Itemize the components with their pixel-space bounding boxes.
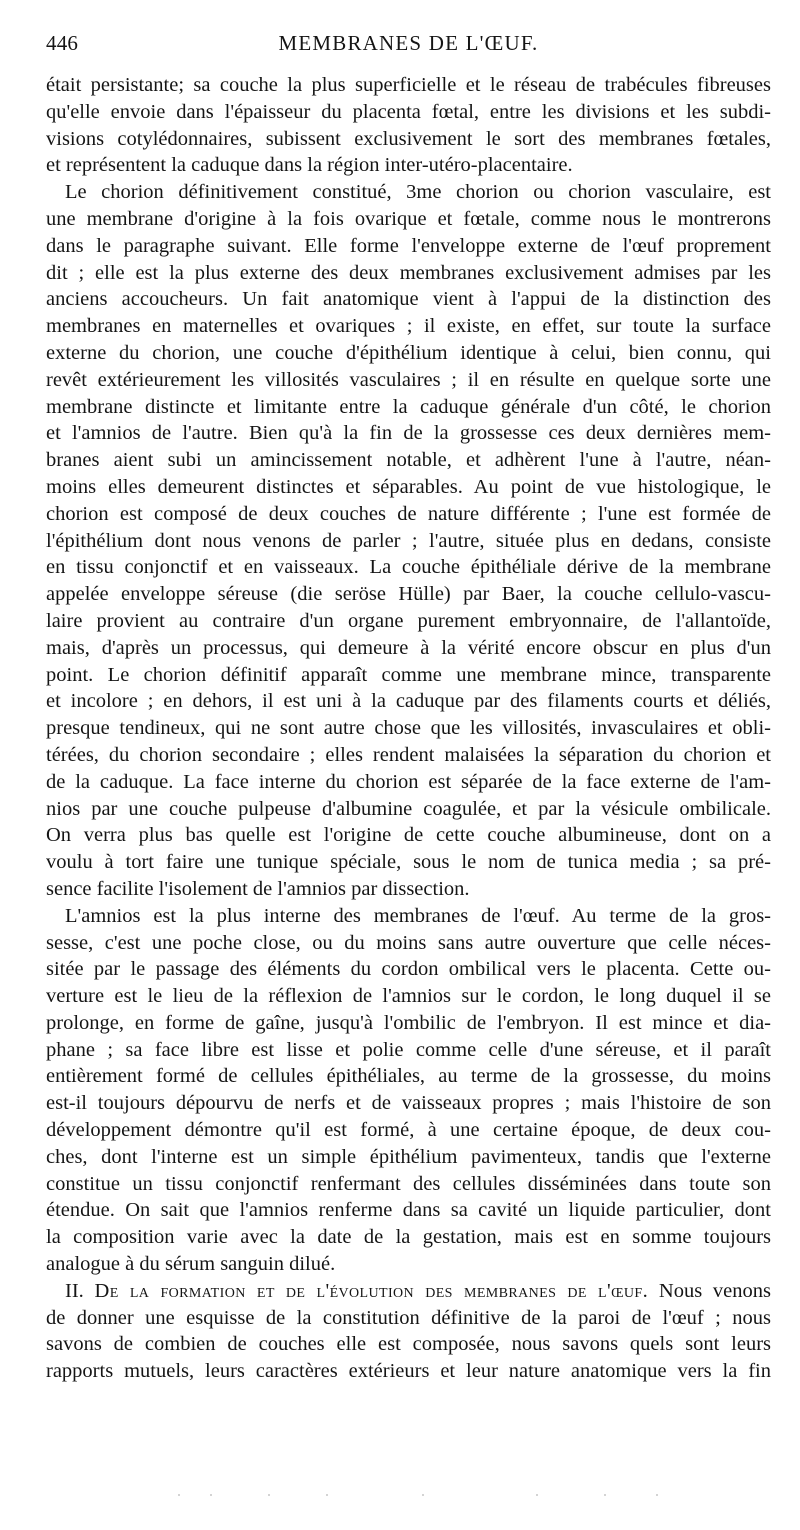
text-line: visions cotylédonnaires, subissent exclusivement le sort des membranes fœtales, xyxy=(46,127,771,150)
text-line: développement démontre qu'il est formé, à une certaine époque, de deux cou- xyxy=(46,1119,771,1142)
body-text xyxy=(46,72,771,1385)
text-line: verture est le lieu de la réflexion de l'amnios sur le cordon, le long duquel il se xyxy=(46,985,771,1008)
text-line: L'amnios est la plus interne des membranes de l'œuf. Au terme de la gros- xyxy=(65,904,771,927)
text-line: nios par une couche pulpeuse d'albumine coagulée, et par la vésicule ombilicale. xyxy=(46,797,771,820)
text-line: anciens accoucheurs. Un fait anatomique vient à l'appui de la distinction des xyxy=(46,288,771,311)
text-line: dit ; elle est la plus externe des deux membranes exclusivement admises par les xyxy=(46,261,771,284)
scan-dot xyxy=(326,1494,328,1496)
text-line: la composition varie avec la date de la gestation, mais est en somme toujours xyxy=(46,1226,771,1249)
text-line: sence facilite l'isolement de l'amnios par dissection. xyxy=(46,877,470,900)
text-line: savons de combien de couches elle est composée, nous savons quels sont leurs xyxy=(46,1333,771,1356)
text-line: mais, d'après un processus, qui demeure à la vérité encore obscur en plus d'un xyxy=(46,636,771,659)
text-line: entièrement formé de cellules épithéliales, au terme de la grossesse, du moins xyxy=(46,1065,771,1088)
text-line: appelée enveloppe séreuse (die seröse Hülle) par Baer, la couche cellulo-vascu- xyxy=(46,583,771,606)
text-line: constitue un tissu conjonctif renfermant des cellules disséminées dans toute son xyxy=(46,1172,771,1195)
text-line: qu'elle envoie dans l'épaisseur du placenta fœtal, entre les divisions et les subdi- xyxy=(46,100,771,123)
text-line: presque tendineux, qui ne sont autre chose que les villosités, invasculaires et obli- xyxy=(46,717,771,740)
section-number: II. xyxy=(65,1279,84,1302)
text-line: laire provient au contraire d'un organe purement embryonnaire, de l'allantoïde, xyxy=(46,609,771,632)
scan-dot xyxy=(536,1494,538,1496)
text-line: membrane distincte et limitante entre la caduque générale d'un côté, le chorion xyxy=(46,395,771,418)
text-line: membranes en maternelles et ovariques ; il existe, en effet, sur toute la surface xyxy=(46,315,771,338)
text-line: était persistante; sa couche la plus superficielle et le réseau de trabécules fibreuses xyxy=(46,74,771,96)
text-line: voulu à tort faire une tunique spéciale, sous le nom de tunica media ; sa pré- xyxy=(46,851,771,874)
scan-dot xyxy=(656,1494,658,1496)
text-line: prolonge, en forme de gaîne, jusqu'à l'ombilic de l'embryon. Il est mince et dia- xyxy=(46,1011,771,1034)
section-heading: De la formation et de l'évolution des membranes de l'œuf. xyxy=(94,1279,649,1302)
footer-scan-marks xyxy=(150,1494,750,1502)
scan-dot xyxy=(422,1494,424,1496)
text-line: moins elles demeurent distinctes et séparables. Au point de vue histologique, le xyxy=(46,475,771,498)
text-line: branes aient subi un amincissement notable, et adhèrent l'une à l'autre, néan- xyxy=(46,449,771,472)
text-line: sesse, c'est une poche close, ou du moins sans autre ouverture que celle néces- xyxy=(46,931,771,954)
text-line: et l'amnios de l'autre. Bien qu'à la fin de la grossesse ces deux dernières mem- xyxy=(46,422,771,445)
text-line: étendue. On sait que l'amnios renferme dans sa cavité un liquide particulier, dont xyxy=(46,1199,771,1222)
page-header xyxy=(46,31,771,55)
text-line: et représentent la caduque dans la région inter-utéro-placentaire. xyxy=(46,154,573,177)
text-line: ches, dont l'interne est un simple épithélium pavimenteux, tandis que l'externe xyxy=(46,1145,771,1168)
section-lead-text: Nous venons xyxy=(658,1279,771,1302)
text-line: l'épithélium dont nous venons de parler ; l'autre, située plus en dedans, consiste xyxy=(46,529,771,552)
text-line: dans le paragraphe suivant. Elle forme l'enveloppe externe de l'œuf proprement xyxy=(46,234,771,257)
scan-dot xyxy=(604,1494,606,1496)
text-line: est-il toujours dépourvu de nerfs et de vaisseaux propres ; mais l'histoire de son xyxy=(46,1092,771,1115)
text-line: de la caduque. La face interne du chorion est séparée de la face externe de l'am- xyxy=(46,770,771,793)
text-line: revêt extérieurement les villosités vasculaires ; il en résulte en quelque sorte une xyxy=(46,368,771,391)
text-line: une membrane d'origine à la fois ovarique et fœtale, comme nous le montrerons xyxy=(46,207,771,230)
scan-dot xyxy=(268,1494,270,1496)
text-line: en tissu conjonctif et en vaisseaux. La couche épithéliale dérive de la membrane xyxy=(46,556,771,579)
text-line: point. Le chorion définitif apparaît comme une membrane mince, transparente xyxy=(46,663,771,686)
text-line: de donner une esquisse de la constitution définitive de la paroi de l'œuf ; nous xyxy=(46,1306,771,1329)
running-title: MEMBRANES DE L'ŒUF. xyxy=(278,31,539,55)
scan-dot xyxy=(210,1494,212,1496)
text-line: analogue à du sérum sanguin dilué. xyxy=(46,1253,336,1276)
text-line: Le chorion définitivement constitué, 3me chorion ou chorion vasculaire, est xyxy=(65,181,771,204)
text-line: térées, du chorion secondaire ; elles rendent malaisées la séparation du chorion et xyxy=(46,743,771,766)
text-line: et incolore ; en dehors, il est uni à la caduque par des filaments courts et déliés, xyxy=(46,690,771,713)
text-line: phane ; sa face libre est lisse et polie comme celle d'une séreuse, et il paraît xyxy=(46,1038,771,1061)
text-line: rapports mutuels, leurs caractères extérieurs et leur nature anatomique vers la fin xyxy=(46,1360,771,1383)
text-line: externe du chorion, une couche d'épithélium identique à celui, bien connu, qui xyxy=(46,341,771,364)
scan-dot xyxy=(178,1494,180,1496)
text-line: On verra plus bas quelle est l'origine de cette couche albumineuse, dont on a xyxy=(46,824,771,847)
page-number: 446 xyxy=(46,31,79,55)
text-line: sitée par le passage des éléments du cordon ombilical vers le placenta. Cette ou- xyxy=(46,958,771,981)
section-heading-line xyxy=(46,1278,771,1305)
text-line: chorion est composé de deux couches de nature différente ; l'une est formée de xyxy=(46,502,771,525)
